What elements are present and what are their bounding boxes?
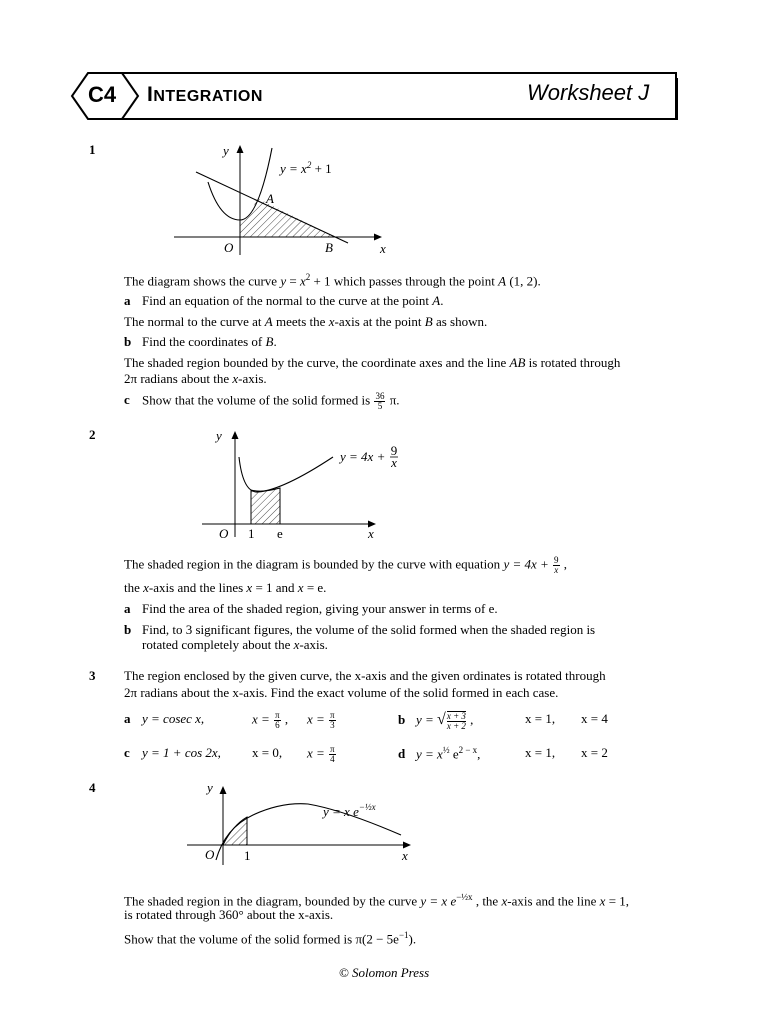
q1-x-axis-label: x xyxy=(380,241,386,256)
q3-part-c-limit-1: x = 0, xyxy=(252,745,283,760)
q4-origin-label: O xyxy=(205,847,215,862)
q1-graph xyxy=(170,140,395,260)
q2-part-b-cont: rotated completely about the x-axis. xyxy=(142,637,328,652)
q2-curve-label-den: x xyxy=(391,455,397,470)
q3-part-b-limit-2: x = 4 xyxy=(581,711,608,726)
q3-line-1: The region enclosed by the given curve, the x-axis and the given ordinates is rotated through xyxy=(124,668,606,683)
worksheet-label: Worksheet J xyxy=(527,80,650,105)
question-4-number: 4 xyxy=(89,780,96,795)
q1-y-axis-label: y xyxy=(223,143,229,158)
q3-line-2: 2π radians about the x-axis. Find the exact volume of the solid formed in each case. xyxy=(124,685,559,700)
chapter-code: C4 xyxy=(87,82,117,107)
q2-part-b: b Find, to 3 significant figures, the volume of the solid formed when the shaded region is xyxy=(124,622,596,637)
q4-line-3: Show that the volume of the solid formed is $\pi(2 - 5e^{-1})$. xyxy=(124,930,417,947)
q2-y-axis-label: y xyxy=(216,428,222,443)
q4-y-axis-label: y xyxy=(207,780,213,795)
question-3-number: 3 xyxy=(89,668,96,683)
q2-x-axis-label: x xyxy=(368,526,374,541)
question-2-number: 2 xyxy=(89,427,96,442)
q3-part-d-limit-1: x = 1, xyxy=(525,745,556,760)
q1-part-b: b Find the coordinates of B. xyxy=(124,334,277,349)
q2-curve-label: y = 4x + xyxy=(340,449,386,464)
q1-part-a: a Find an equation of the normal to the curve at the point A. xyxy=(124,293,444,308)
q4-line-1: The shaded region in the diagram, bounded by the curve y = x $e^{-\frac{1}{2}x}$ , the x-axis and the line x = 1, xyxy=(124,892,630,909)
q4-curve-label: y = x $e^{-\frac{1}{2}x}$ xyxy=(323,802,376,819)
q2-line-2: the x-axis and the lines x = 1 and x = e. xyxy=(124,580,327,595)
question-1-number: 1 xyxy=(89,142,96,157)
chapter-title: INTEGRATION xyxy=(147,83,263,106)
q1-intro: The diagram shows the curve $y = x^2 + 1$ which passes through the point A (1, 2). xyxy=(124,272,541,289)
q1-shaded-text-1: The shaded region bounded by the curve, the coordinate axes and the line AB is rotated through xyxy=(124,355,621,370)
q3-part-a-limit-1: x = $\frac{\pi}{6}$ , xyxy=(252,710,289,730)
q3-part-b: b y = √ $\frac{x + 3}{x + 2}$ , xyxy=(398,711,474,732)
q1-origin-label: O xyxy=(224,240,234,255)
q1-part-c: c Show that the volume of the solid formed is $\frac{36}{5}$ π. xyxy=(124,391,400,411)
q2-graph xyxy=(198,425,398,545)
q1-normal-text: The normal to the curve at A meets the x-axis at the point B as shown. xyxy=(124,314,488,329)
q2-tick-e: e xyxy=(277,526,283,541)
q1-point-a-label: A xyxy=(266,191,274,206)
q3-part-c-limit-2: x = $\frac{\pi}{4}$ xyxy=(307,744,335,764)
q2-line-1: The shaded region in the diagram is bounded by the curve with equation y = 4x + $\frac{9}{x}$ , xyxy=(124,555,568,575)
q3-part-b-limit-1: x = 1, xyxy=(525,711,556,726)
q2-tick-1: 1 xyxy=(248,526,255,541)
footer-copyright: © Solomon Press xyxy=(338,965,430,980)
q3-part-d-limit-2: x = 2 xyxy=(581,745,608,760)
q1-shaded-text-2: 2π radians about the x-axis. xyxy=(124,371,267,386)
q4-graph xyxy=(183,780,423,870)
q3-part-c: c y = 1 + cos 2x, xyxy=(124,745,221,760)
q2-origin-label: O xyxy=(219,526,229,541)
q1-point-b-label: B xyxy=(325,240,333,255)
q3-part-a-limit-2: x = $\frac{\pi}{3}$ xyxy=(307,710,335,730)
q1-curve-label: $y = x^2 + 1$ xyxy=(280,160,332,176)
q3-part-d: d $y = x^{\frac{1}{2}}$ $e^{2 - x}$, xyxy=(398,745,481,762)
q4-tick-1: 1 xyxy=(244,848,251,863)
q4-x-axis-label: x xyxy=(402,848,408,863)
q4-line-2: is rotated through 360° about the x-axis. xyxy=(124,907,334,922)
q2-part-a: a Find the area of the shaded region, giving your answer in terms of e. xyxy=(124,601,498,616)
q3-part-a: a y = cosec x, xyxy=(124,711,205,726)
q2-curve-label-num: 9 xyxy=(390,443,398,458)
